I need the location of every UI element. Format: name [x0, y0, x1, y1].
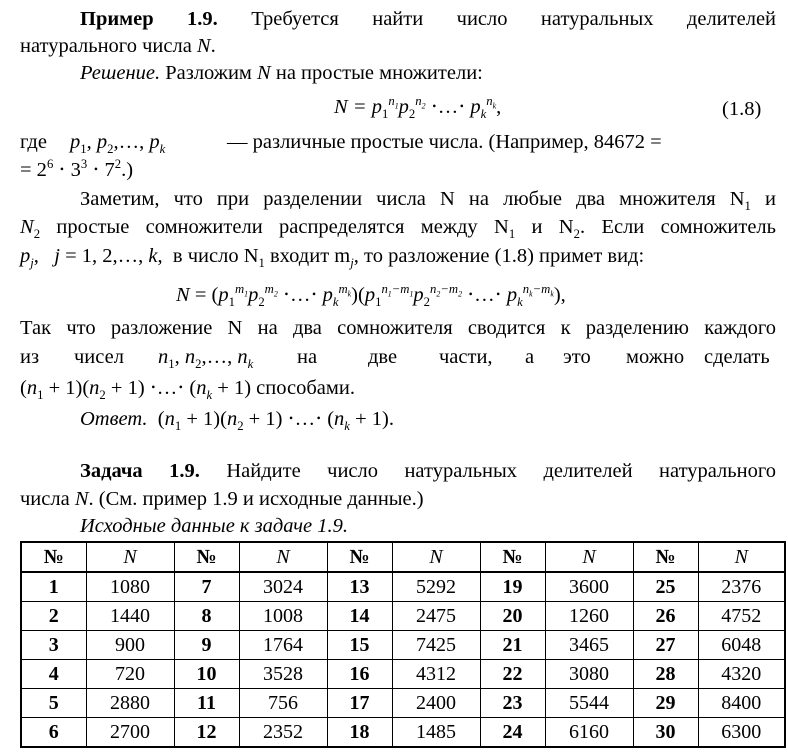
formula-split: $N = (p_1^{m_1}p_2^{m_2}$ ⋅…⋅ $p_k^{m_k})(p_1^{n_1-m_1}p_2^{n_2-m_2}$ ⋅…⋅ $p_k^{n_k-m_k}$),: [176, 282, 566, 310]
variant-number-cell: 3: [21, 631, 86, 660]
table-row: [21, 602, 785, 631]
example-heading-N: N: [196, 35, 211, 57]
table-row: [21, 660, 785, 689]
table-row: [21, 631, 785, 660]
variant-number-cell: 30: [633, 718, 698, 748]
n-value-cell: 1485: [392, 718, 480, 748]
variant-number-cell: 15: [327, 631, 392, 660]
n-value-cell: 5292: [392, 572, 480, 602]
where-line2-text: = 2: [20, 159, 47, 181]
n-value-cell: 6048: [698, 631, 785, 660]
variant-number-cell: 9: [174, 631, 239, 660]
n-value-cell: 2400: [392, 689, 480, 718]
variant-number-cell: 13: [327, 572, 392, 602]
example-heading-dot: .: [210, 35, 216, 57]
n-value-cell: 8400: [698, 689, 785, 718]
para2-line3-mid: в число N: [172, 245, 259, 267]
col-n-header: N: [86, 542, 174, 572]
col-no-header: №: [21, 542, 86, 572]
variant-number-cell: 8: [174, 602, 239, 631]
table-row: [21, 718, 785, 748]
where-text: где: [20, 131, 47, 153]
para2-line2-rest: простые сомножители распределятся между N: [40, 216, 509, 238]
variant-number-cell: 4: [21, 660, 86, 689]
variant-number-cell: 17: [327, 689, 392, 718]
n-value-cell: 2700: [86, 718, 174, 748]
para2-line2-and: и N: [515, 216, 574, 238]
variant-number-cell: 10: [174, 660, 239, 689]
variant-number-cell: 19: [480, 572, 545, 602]
n-value-cell: 2475: [392, 602, 480, 631]
where-desc: — различные простые числа. (Например, 84672 =: [227, 131, 662, 153]
col-n-header: N: [545, 542, 633, 572]
table-header-row: [21, 542, 785, 572]
variant-number-cell: 1: [21, 572, 86, 602]
n-value-cell: 1008: [239, 602, 327, 631]
col-no-header: №: [633, 542, 698, 572]
variant-number-cell: 11: [174, 689, 239, 718]
formula-1-8: $N = p_1^{n_1}p_2^{n_2}$ ⋅…⋅ $p_k^{n_k}$,: [334, 94, 502, 122]
variant-number-cell: 24: [480, 718, 545, 748]
para3-word-iz: из: [20, 346, 40, 368]
n-value-cell: 1440: [86, 602, 174, 631]
n-value-cell: 3080: [545, 660, 633, 689]
n-value-cell: 2352: [239, 718, 327, 748]
col-no-header: №: [174, 542, 239, 572]
formula-lhs: N =: [334, 96, 372, 118]
n-value-cell: 6160: [545, 718, 633, 748]
para2-line1: Заметим, что при разделении числа N на любые два множителя $N_1$ и: [80, 188, 776, 214]
n-value-cell: 5544: [545, 689, 633, 718]
where-line: [20, 129, 776, 155]
col-no-header: №: [480, 542, 545, 572]
variant-number-cell: 21: [480, 631, 545, 660]
task-label: Задача 1.9.: [80, 460, 200, 482]
task-line2: [20, 486, 424, 512]
variant-number-cell: 20: [480, 602, 545, 631]
primes-list: $p_1$, $p_2,\dots$, $p_k$: [70, 131, 166, 157]
table-row: [21, 689, 785, 718]
para3-word-dve: две: [368, 346, 398, 368]
para3-word-na: на: [297, 346, 318, 368]
variant-number-cell: 28: [633, 660, 698, 689]
para3-line3: $(n_1 + 1)(n_2 + 1)$ ⋅…⋅ $(n_k + 1)$ способами.: [20, 377, 355, 403]
variant-number-cell: 27: [633, 631, 698, 660]
para3-word-eto: это: [563, 346, 591, 368]
table-caption: Исходные данные к задаче 1.9.: [80, 515, 348, 537]
where-line2: = $2^6 \cdot 3^3 \cdot 7^2$.): [20, 157, 134, 181]
para3-line1: [20, 315, 776, 341]
example-heading-line2: [20, 33, 216, 59]
variant-number-cell: 23: [480, 689, 545, 718]
n-value-cell: 1260: [545, 602, 633, 631]
example-heading: [80, 6, 776, 32]
para3-line1-text: Так что разложение N на два сомножителя сводится к разделению каждого: [20, 317, 776, 339]
n-value-cell: 4312: [392, 660, 480, 689]
task-line2-text: числа: [20, 488, 75, 510]
task-heading-text: Найдите число натуральных делителей натурального: [226, 460, 776, 482]
variant-number-cell: 5: [21, 689, 86, 718]
col-n-header: N: [698, 542, 785, 572]
solution-text2: на простые множители:: [270, 62, 483, 84]
data-table: [20, 541, 786, 748]
variant-number-cell: 16: [327, 660, 392, 689]
n-value-cell: 4320: [698, 660, 785, 689]
variant-number-cell: 12: [174, 718, 239, 748]
variant-number-cell: 7: [174, 572, 239, 602]
para2-N2: N: [20, 216, 34, 238]
n-value-cell: 3600: [545, 572, 633, 602]
data-table-body: [21, 542, 785, 747]
variant-number-cell: 18: [327, 718, 392, 748]
para2-line3-mid2: входит m: [264, 245, 351, 267]
solution-N: N: [257, 62, 271, 84]
col-n-header: N: [239, 542, 327, 572]
task-line2-rest: . (См. пример 1.9 и исходные данные.): [88, 488, 424, 510]
n-value-cell: 3465: [545, 631, 633, 660]
para2-line3: $p_j$, j = 1, 2,…, k, в число $N_1$ входит $m_j$, то разложение (1.8) примет вид:: [20, 245, 645, 271]
example-heading-text: Требуется найти число натуральных делителей: [251, 8, 777, 30]
n-value-cell: 1764: [239, 631, 327, 660]
para2-line1-end: и: [750, 188, 776, 210]
n-value-cell: 6300: [698, 718, 785, 748]
task-heading: [80, 458, 776, 484]
solution-text: Разложим: [165, 62, 258, 84]
variant-number-cell: 6: [21, 718, 86, 748]
example-label: Пример 1.9.: [80, 8, 218, 30]
variant-number-cell: 25: [633, 572, 698, 602]
variant-number-cell: 14: [327, 602, 392, 631]
n-value-cell: 2376: [698, 572, 785, 602]
n-list: $n_1$, $n_2,\dots$, $n_k$: [158, 346, 254, 372]
n-value-cell: 4752: [698, 602, 785, 631]
para3-word-chisel: чисел: [74, 346, 124, 368]
table-row: [21, 572, 785, 602]
task-line2-N: N: [74, 488, 89, 510]
para2-line2: $N_2$ простые сомножители распределятся между $N_1$ и $N_2$. Если сомножитель: [20, 216, 777, 242]
para2-line2-tail: . Если сомножитель: [579, 216, 777, 238]
col-no-header: №: [327, 542, 392, 572]
n-value-cell: 900: [86, 631, 174, 660]
para3-line3-end: способами.: [251, 377, 355, 399]
para2-line1-text: Заметим, что при разделении числа N на любые два множителя N: [80, 188, 745, 210]
para3-word-mozhno: можно: [626, 346, 685, 368]
variant-number-cell: 26: [633, 602, 698, 631]
para2-line3-end: , то разложение (1.8) примет вид:: [353, 245, 645, 267]
solution-label: Решение.: [80, 62, 161, 84]
n-value-cell: 720: [86, 660, 174, 689]
n-value-cell: 3528: [239, 660, 327, 689]
n-value-cell: 1080: [86, 572, 174, 602]
n-value-cell: 2880: [86, 689, 174, 718]
n-value-cell: 7425: [392, 631, 480, 660]
col-n-header: N: [392, 542, 480, 572]
para3-word-a: а: [525, 346, 535, 368]
variant-number-cell: 29: [633, 689, 698, 718]
solution-line: [80, 60, 483, 86]
para3-word-sdelat: сделать: [704, 346, 770, 368]
answer-line: Ответ. $(n_1 + 1)(n_2 + 1)$ ⋅…⋅ $(n_k + 1)$.: [80, 408, 394, 434]
variant-number-cell: 22: [480, 660, 545, 689]
answer-label: Ответ.: [80, 408, 148, 430]
example-heading-line2-text: натурального числа: [20, 35, 197, 57]
para3-word-chasti: части,: [439, 346, 493, 368]
n-value-cell: 756: [239, 689, 327, 718]
n-value-cell: 3024: [239, 572, 327, 602]
formula-number: (1.8): [722, 98, 762, 120]
variant-number-cell: 2: [21, 602, 86, 631]
